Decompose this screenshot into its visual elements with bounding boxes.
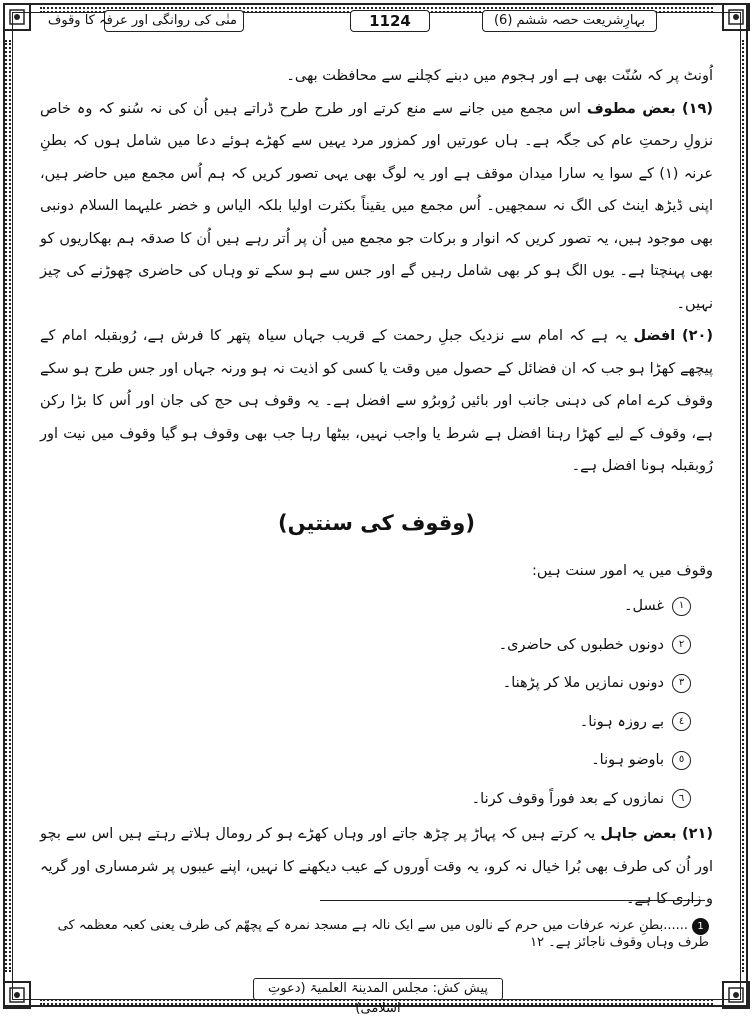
paragraph-text: یہ کرتے ہیں کہ پہاڑ پر چڑھ جاتے اور وہاں کھڑے ہو کر رومال ہلاتے رہتے ہیں اس سے بچو اور اُن کی طرف بھی بُرا خیال نہ کرو، یہ وقت اَوروں کے عیب دیکھنے کا نہیں، اپنے عیبوں پر شرمساری اور گریہ و زاری کا ہے۔ — [40, 826, 713, 907]
list-item-text: باوضو ہونا۔ — [591, 752, 664, 768]
footnote-marker: 1 — [692, 918, 709, 935]
corner-ornament-icon — [719, 978, 753, 1012]
list-item-text: بے روزہ ہونا۔ — [579, 713, 664, 730]
paragraph-lead: (٢٠) افضل — [633, 328, 713, 344]
footnote-text: ......بطنِ عرنہ عرفات میں حرم کے نالوں میں سے ایک نالہ ہے مسجد نمرہ کے پچھّم کی طرف یعنی کعبہ معظمہ کی طرف وہاں وقوف ناجائز ہے۔ ١٢ — [57, 918, 709, 950]
border-chain-right — [742, 40, 748, 972]
list-number: ٢ — [672, 635, 691, 654]
list-item — [40, 587, 691, 626]
corner-ornament-icon — [0, 978, 34, 1012]
paragraph-text: یہ ہے کہ امام سے نزدیک جبلِ رحمت کے قریب جہاں سیاہ پتھر کا فرش ہے، رُوبقبلہ امام کے پیچھے کھڑا ہو جب کہ ان فضائل کے حصول میں وقت یا کسی کو اذیت نہ ہو ورنہ جہاں اور جس طرح ہو سکے وقوف کرے امام کی دہنی جانب اور بائیں رُوبرُو سے افضل ہے۔ یہ وقوف ہی حج کی جان اور اُس کا بڑا رکن ہے، وقوف کے لیے کھڑا رہنا افضل ہے شرط یا واجب نہیں، بیٹھا رہا جب بھی وقوف ہو گیا وقوف میں نیت اور رُوبقبلہ ہونا افضل ہے۔ — [40, 328, 713, 474]
list-item — [40, 703, 691, 742]
chapter-title: منٰی کی روانگی اور عرفہ کا وقوف — [104, 10, 244, 32]
paragraph-lead: (٢١) بعض جاہل — [600, 826, 714, 842]
footnote-divider — [320, 900, 705, 901]
page-number: 1124 — [350, 10, 430, 32]
list-item — [40, 664, 691, 703]
book-title: بہارِشریعت حصہ ششم (6) — [482, 10, 657, 32]
list-item-text: نمازوں کے بعد فوراً وقوف کرنا۔ — [471, 790, 664, 807]
list-intro: وقوف میں یہ امور سنت ہیں: — [531, 562, 713, 579]
footnote — [40, 918, 709, 950]
list-item-text: دونوں خطبوں کی حاضری۔ — [498, 636, 664, 653]
list-item-text: دونوں نمازیں ملا کر پڑھنا۔ — [502, 675, 664, 691]
paragraph-text: اس مجمع میں جانے سے منع کرتے اور طرح طرح ڈراتے ہیں اُن کی نہ سُنو کہ وہ خاص نزولِ رحمتِ عام کی جگہ ہے۔ ہاں عورتیں اور کمزور مرد یہیں سے کھڑے ہوئے دعا میں شامل ہوں کہ بطنِ عرنہ (١) کے سوا یہ سارا میدان موقف ہے اور یہ لوگ بھی یہی تصور کریں کہ ہم اُس مجمع میں حاضر ہیں، اپنی ڈیڑھ اینٹ کی الگ نہ سمجھیں۔ اُس مجمع میں یقیناً بکثرت اولیا بلکہ الیاس و خضر علیہما السلام دونبی بھی موجود ہیں، یہ تصور کریں کہ انوار و برکات جو مجمع میں اُن پر اُتر رہے ہیں اُن کا صدقہ ہم بھکاریوں کو بھی پہنچتا ہے۔ یوں الگ ہو کر بھی شامل رہیں گے اور جس سے ہو سکے تو وہاں کی حاضری چھوڑنے کی چیز نہیں۔ — [40, 100, 713, 312]
list-number: ٦ — [672, 789, 691, 808]
corner-ornament-icon — [719, 0, 753, 34]
border-chain-left — [5, 40, 11, 972]
list-item — [40, 780, 691, 819]
list-number: ١ — [672, 597, 691, 616]
paragraph-20 — [40, 320, 713, 483]
page-header — [30, 10, 723, 32]
paragraph-intro: اُونٹ پر کہ سُنّت بھی ہے اور ہجوم میں دبنے کچلنے سے محافظت بھی۔ — [286, 68, 713, 84]
section-heading: (وقوف کی سنتیں) — [278, 510, 475, 535]
list-number: ٤ — [672, 712, 691, 731]
paragraph-19 — [40, 93, 713, 321]
list-item — [40, 626, 691, 665]
list-number: ٥ — [672, 751, 691, 770]
main-content — [40, 60, 713, 916]
paragraph-lead: (١٩) بعض مطوف — [586, 100, 714, 117]
corner-ornament-icon — [0, 0, 34, 34]
list-item — [40, 741, 691, 780]
publisher-credit: پیش کش: مجلس المدینۃ العلمیۃ (دعوتِ اسلامی) — [253, 978, 503, 1000]
sunnah-list — [40, 587, 713, 818]
list-number: ٣ — [672, 674, 691, 693]
list-item-text: غسل۔ — [624, 598, 664, 614]
